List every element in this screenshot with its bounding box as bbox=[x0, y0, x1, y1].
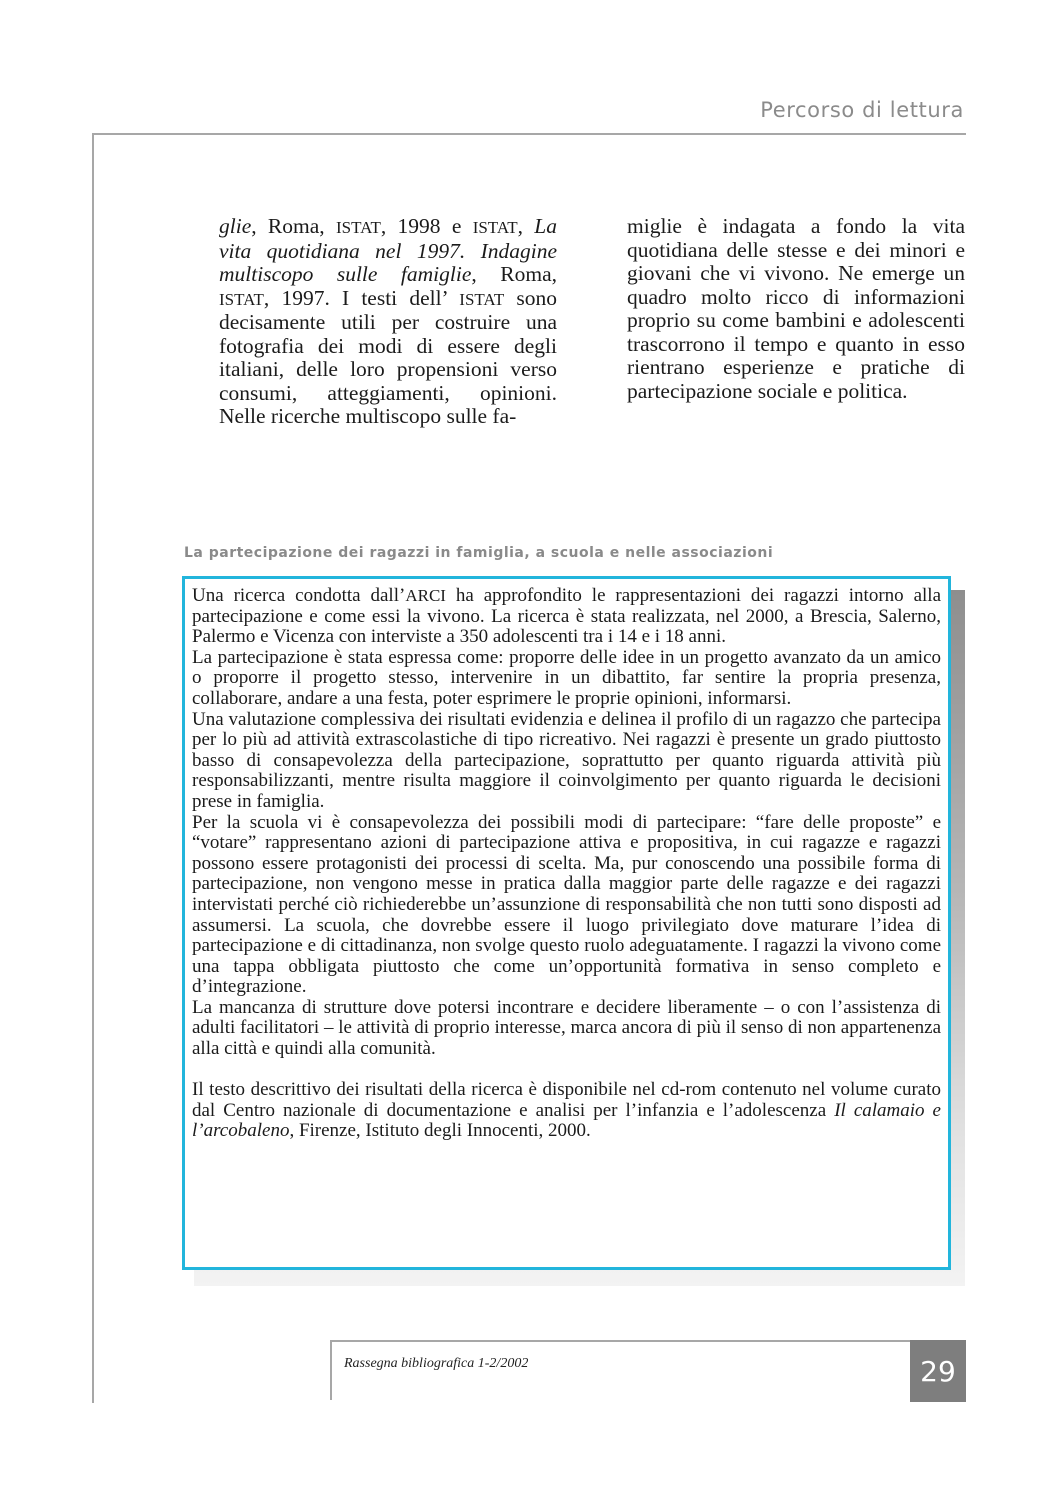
text-fragment: , Roma, bbox=[251, 214, 336, 238]
text-fragment: , Roma, bbox=[471, 262, 557, 286]
text-fragment: , 1998 e bbox=[380, 214, 473, 238]
box-source-note bbox=[192, 1080, 941, 1142]
header-rule bbox=[92, 133, 966, 135]
box-title: La partecipazione dei ragazzi in famiglia, a scuola e nelle associazioni bbox=[184, 545, 774, 561]
acronym: ISTAT bbox=[459, 289, 505, 309]
journal-citation: Rassegna bibliografica 1-2/2002 bbox=[344, 1356, 529, 1371]
acronym: ISTAT bbox=[472, 218, 518, 237]
text-fragment: sono decisamente utili per costruire una fotografia dei modi di essere degli italiani, delle loro propensioni verso consumi, atteggiamenti, opinioni. Nelle ricerche multiscopo sulle fa- bbox=[219, 285, 557, 428]
book-title: La vita quotidiana nel 1997. Indagine multiscopo sulle famiglie bbox=[219, 214, 557, 286]
text-fragment: ha approfondito le rappresentazioni dei ragazzi intorno alla partecipazione e come essi la vivono. La ricerca è stata realizzata, nel 2000, a Brescia, Salerno, Palermo e Vicenza con interviste a 350 adolescenti tra i 14 e i 18 anni. bbox=[192, 585, 942, 648]
box-paragraph bbox=[192, 586, 941, 648]
box-paragraph: La mancanza di strutture dove potersi incontrare e decidere liberamente – o con l’assistenza di adulti facilitatori – le attività di proprio interesse, marca ancora di più il senso di non appartenenza alla città e quindi alla comunità. bbox=[192, 996, 941, 1060]
footer-rule bbox=[330, 1340, 910, 1342]
acronym: ARCI bbox=[405, 586, 446, 605]
text-fragment: , Firenze, Istituto degli Innocenti, 2000. bbox=[289, 1120, 591, 1142]
text-fragment: , bbox=[517, 214, 535, 238]
acronym: ISTAT bbox=[335, 218, 381, 237]
book-title: Il calamaio e l’arcobaleno bbox=[192, 1099, 941, 1142]
text-fragment: Una ricerca condotta dall’ bbox=[192, 585, 406, 606]
text-fragment: , 1997. I testi dell’ bbox=[263, 285, 460, 310]
box-paragraph: Una valutazione complessiva dei risultati evidenzia e delinea il profilo di un ragazzo che partecipa per lo più ad attività extrascolastiche di tipo ricreativo. Nei ragazzi è presente un grado piuttosto basso di consapevolezza della partecipazione, soprattutto per quanto riguarda attività più responsabilizzanti, mentre risulta maggiore il coinvolgimento per quanto riguarda le decisioni prese in famiglia. bbox=[192, 708, 941, 812]
left-column-text bbox=[219, 215, 557, 429]
running-title: Percorso di lettura bbox=[760, 98, 964, 122]
right-column-text: miglie è indagata a fondo la vita quotidiana delle stesse e dei minori e giovani che vi vivono. Ne emerge un quadro molto ricco di informazioni proprio su come bambini e adolescenti trascorrono il tempo e quanto in esso rientrano esperienze e pratiche di partecipazione sociale e politica. bbox=[627, 214, 965, 403]
italic-fragment: glie bbox=[219, 214, 252, 238]
footer-rule-tick bbox=[330, 1340, 332, 1400]
acronym: ISTAT bbox=[219, 289, 264, 309]
left-margin-rule bbox=[92, 133, 94, 1403]
box-paragraph: La partecipazione è stata espressa come: proporre delle idee in un progetto avanzato da un amico o proporre il progetto stesso, intervenire in un dibattito, far sentire la propria presenza, collaborare, andare a una festa, poter esprimere le proprie opinioni, informarsi. bbox=[192, 646, 941, 709]
page-number: 29 bbox=[910, 1340, 966, 1402]
text-fragment: Il testo descrittivo dei risultati della ricerca è disponibile nel cd-rom contenuto nel volume curato dal Centro nazionale di documentazione e analisi per l’infanzia e l’adolescenza bbox=[192, 1079, 941, 1121]
info-box bbox=[182, 576, 951, 1270]
box-paragraph: Per la scuola vi è consapevolezza dei possibili modi di partecipare: “fare delle proposte” e “votare” rappresentano azioni di partecipazione attiva e propositiva, in cui ragazze e ragazzi possono essere protagonisti dei processi di scelta. Ma, pur conoscendo una possibile forma di partecipazione, non vengono messe in pratica dalla maggior parte delle ragazze e dei ragazzi intervistati perché ciò richiederebbe un’assunzione di responsabilità che non tutti sono disposti ad assumersi. La scuola, che dovrebbe essere il luogo privilegiato dove maturare l’idea di partecipazione e di cittadinanza, non svolge questo ruolo adeguatamente. I ragazzi la vivono come una tappa obbligata piuttosto che come un’opportunità formativa in senso completo e d’integrazione. bbox=[192, 811, 941, 998]
